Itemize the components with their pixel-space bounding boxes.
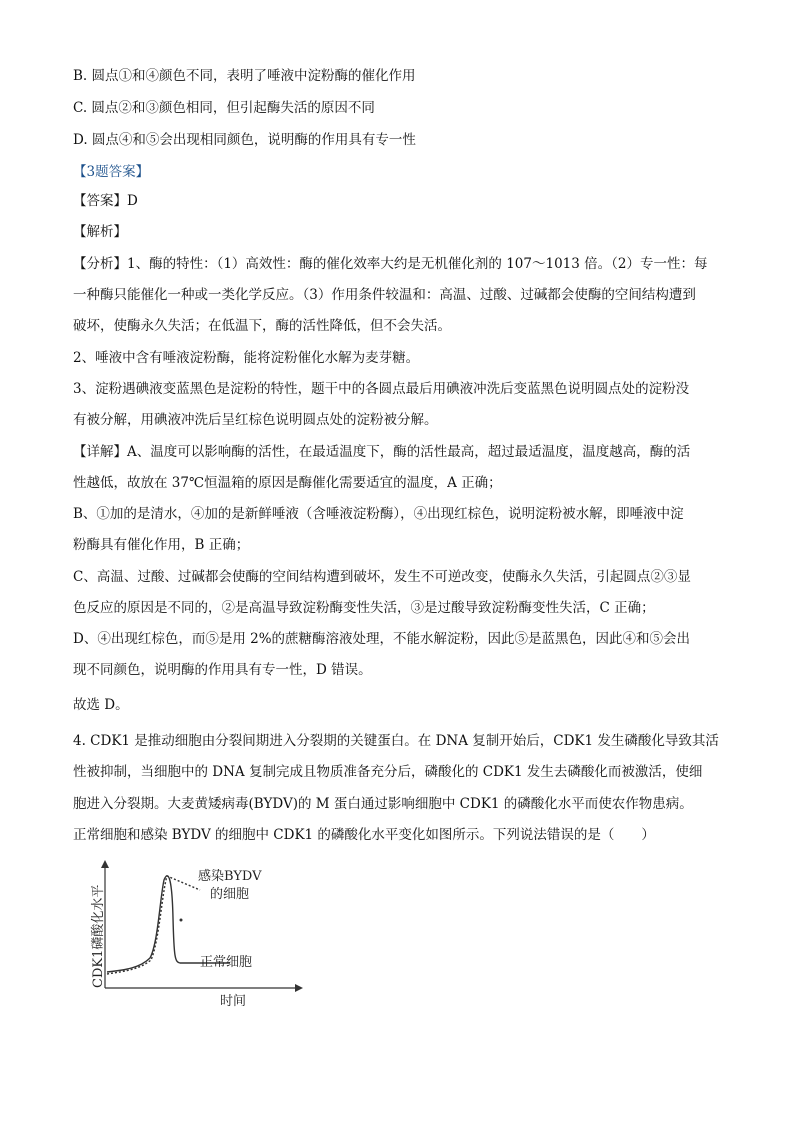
question-4-text: 性被抑制，当细胞中的 DNA 复制完成且物质准备充分后，磷酸化的 CDK1 发生去磷酸化而被激活，使细: [73, 764, 703, 780]
analysis-heading: 【解析】: [73, 224, 127, 240]
question-4-text: 胞进入分裂期。大麦黄矮病毒(BYDV)的 M 蛋白通过影响细胞中 CDK1 的磷酸化水平而使农作物患病。: [73, 796, 693, 812]
detail-para: C、高温、过酸、过碱都会使酶的空间结构遭到破坏，发生不可逆改变，使酶永久失活，引起圆点②③显: [73, 569, 691, 585]
infected-cell-curve: [107, 876, 200, 974]
detail-para: 【详解】A、温度可以影响酶的活性，在最适温度下，酶的活性最高，超过最适温度，温度越高，酶的活: [73, 444, 691, 460]
detail-para: 粉酶具有催化作用，B 正确；: [73, 537, 250, 553]
option-d: D. 圆点④和⑤会出现相同颜色，说明酶的作用具有专一性: [73, 132, 416, 148]
normal-label: 正常细胞: [200, 955, 253, 970]
answer-heading: 【3题答案】: [73, 164, 150, 180]
detail-para: 性越低，故放在 37℃恒温箱的原因是酶催化需要适宜的温度，A 正确；: [73, 475, 502, 491]
detail-para: B、①加的是清水，④加的是新鲜唾液（含唾液淀粉酶），④出现红棕色，说明淀粉被水解，即唾液中淀: [73, 506, 684, 522]
analysis-para: 有被分解，用碘液冲洗后呈红棕色说明圆点处的淀粉被分解。: [73, 412, 438, 428]
analysis-para: 3、淀粉遇碘液变蓝黑色是淀粉的特性，题干中的各圆点最后用碘液冲洗后变蓝黑色说明圆点处的淀粉没: [73, 381, 690, 397]
question-4-text: 4. CDK1 是推动细胞由分裂间期进入分裂期的关键蛋白。在 DNA 复制开始后，CDK1 发生磷酸化导致其活: [73, 733, 719, 749]
detail-para: 现不同颜色，说明酶的作用具有专一性，D 错误。: [73, 662, 372, 678]
question-4-text: 正常细胞和感染 BYDV 的细胞中 CDK1 的磷酸化水平变化如图所示。下列说法错误的是（ ）: [73, 827, 655, 843]
answer-line: 【答案】D: [73, 193, 138, 209]
y-axis-arrow: [101, 860, 109, 868]
analysis-para: 一种酶只能催化一种或一类化学反应。（3）作用条件较温和：高温、过酸、过碱都会使酶的空间结构遭到: [73, 287, 696, 303]
infected-label-line1: 感染BYDV: [198, 869, 262, 884]
x-axis-label: 时间: [220, 994, 247, 1008]
x-axis-arrow: [295, 984, 303, 992]
option-c: C. 圆点②和③颜色相同，但引起酶失活的原因不同: [73, 100, 375, 116]
analysis-para: 破坏，使酶永久失活；在低温下，酶的活性降低，但不会失活。: [73, 318, 451, 334]
detail-para: D、④出现红棕色，而⑤是用 2%的蔗糖酶溶液处理，不能水解淀粉，因此⑤是蓝黑色，因此④和⑤会出: [73, 631, 691, 647]
marker-dot: [180, 919, 183, 922]
cdk1-figure: [80, 858, 310, 1008]
y-axis-label: CDK1磷酸化水平: [91, 884, 106, 988]
analysis-para: 【分析】1、酶的特性：（1）高效性：酶的催化效率大约是无机催化剂的 107～1013 倍。（2）专一性：每: [73, 256, 708, 272]
conclusion: 故选 D。: [73, 697, 129, 713]
analysis-para: 2、唾液中含有唾液淀粉酶，能将淀粉催化水解为麦芽糖。: [73, 350, 420, 366]
option-b: B. 圆点①和④颜色不同，表明了唾液中淀粉酶的催化作用: [73, 68, 416, 84]
infected-label-line2: 的细胞: [210, 887, 250, 902]
detail-para: 色反应的原因是不同的，②是高温导致淀粉酶变性失活，③是过酸导致淀粉酶变性失活，C 正确；: [73, 600, 655, 616]
